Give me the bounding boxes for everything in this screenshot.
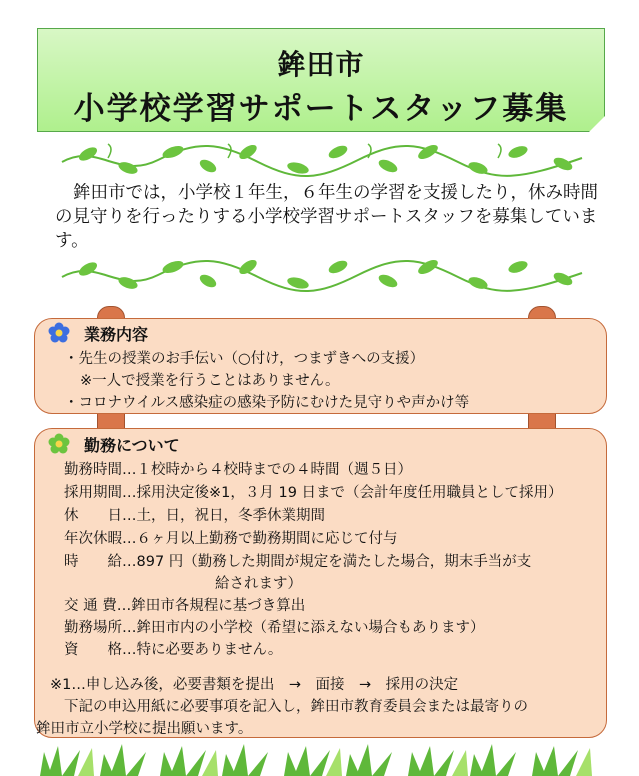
work-note: ※1…申し込み後，必要書類を提出 → 面接 → 採用の決定 (50, 677, 459, 693)
vine-decoration-top (58, 140, 586, 180)
work-line: 勤務場所…鉾田市内の小学校（希望に添えない場合もあります） (64, 620, 485, 636)
work-line: 資 格…特に必要ありません。 (64, 642, 283, 658)
flower-icon (48, 322, 70, 344)
work-line: 勤務時間…１校時から４校時までの４時間（週５日） (64, 462, 412, 478)
work-line: 休 日…土，日，祝日，冬季休業期間 (64, 508, 325, 524)
work-note: 鉾田市立小学校に提出願います。 (36, 721, 253, 737)
work-heading: 勤務について (84, 436, 180, 455)
work-note: 下記の申込用紙に必要事項を記入し，鉾田市教育委員会または最寄りの (64, 699, 528, 715)
work-line: 交 通 費…鉾田市各規程に基づき算出 (64, 598, 306, 614)
work-line: 年次休暇…６ヶ月以上勤務で勤務期間に応じて付与 (64, 531, 398, 547)
duties-line: ※一人で授業を行うことはありません。 (80, 373, 340, 389)
intro-paragraph: 鉾田市では，小学校１年生，６年生の学習を支援したり，休み時間の見守りを行ったりする小学校学習サポートスタッフを募集しています。 (55, 183, 598, 251)
grass-decoration (0, 740, 639, 776)
work-line: 採用期間…採用決定後※1，３月 19 日まで（会計年度任用職員として採用） (64, 485, 563, 501)
page-title-main: 小学校学習サポートスタッフ募集 (73, 91, 569, 127)
vine-decoration-bottom (58, 255, 586, 295)
work-line: 給されます） (215, 576, 302, 592)
duties-line: ・先生の授業のお手伝い（○付け，つまずきへの支援） (64, 351, 425, 367)
title-banner (37, 28, 605, 132)
flower-icon (48, 433, 70, 455)
duties-line: ・コロナウイルス感染症の感染予防にむけた見守りや声かけ等 (64, 395, 470, 411)
page-title-city: 鉾田市 (277, 48, 365, 81)
work-line: 時 給…897 円（勤務した期間が規定を満たした場合，期末手当が支 (64, 554, 532, 570)
duties-heading: 業務内容 (84, 325, 149, 344)
